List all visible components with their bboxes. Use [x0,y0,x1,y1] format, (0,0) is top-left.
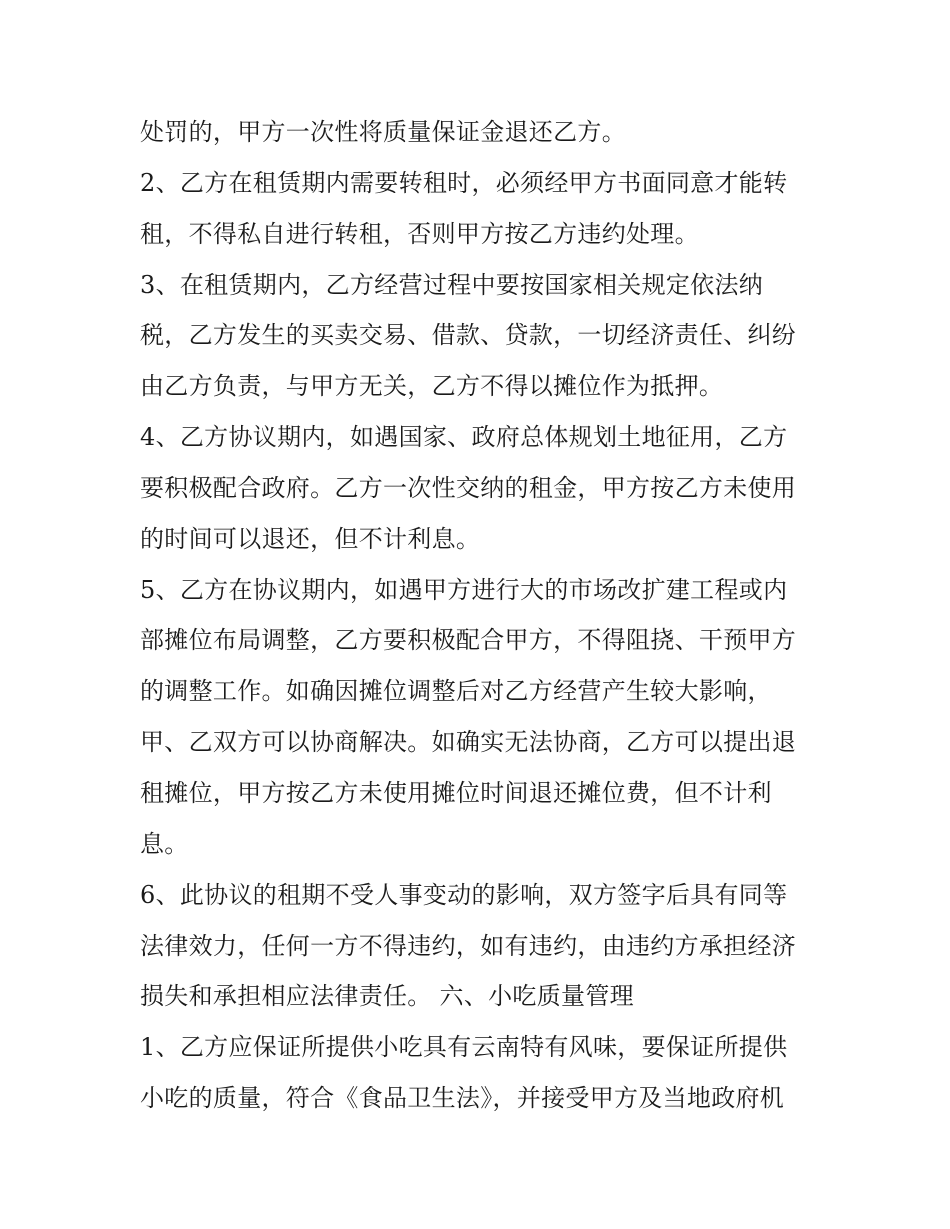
text-line: 3、在租赁期内，乙方经营过程中要按国家相关规定依法纳 [140,270,764,299]
text-line: 由乙方负责，与甲方无关，乙方不得以摊位作为抵押。 [140,372,724,401]
text-line: 税，乙方发生的买卖交易、借款、贷款，一切经济责任、纠纷 [140,321,797,350]
text-line: 损失和承担相应法律责任。 六、小吃质量管理 [140,982,634,1011]
text-line: 要积极配合政府。乙方一次性交纳的租金，甲方按乙方未使用 [140,473,797,502]
text-line: 的调整工作。如确因摊位调整后对乙方经营产生较大影响， [140,677,772,706]
text-line: 部摊位布局调整，乙方要积极配合甲方，不得阻挠、干预甲方 [140,626,797,655]
text-line: 4、乙方协议期内，如遇国家、政府总体规划土地征用，乙方 [140,423,788,452]
text-line: 甲、乙双方可以协商解决。如确实无法协商，乙方可以提出退 [140,728,797,757]
text-line: 租，不得私自进行转租，否则甲方按乙方违约处理。 [140,219,699,248]
text-line: 5、乙方在协议期内，如遇甲方进行大的市场改扩建工程或内 [140,575,788,604]
text-line: 1、乙方应保证所提供小吃具有云南特有风味，要保证所提供 [140,1033,788,1062]
text-line: 的时间可以退还，但不计利息。 [140,524,481,553]
text-line: 处罚的，甲方一次性将质量保证金退还乙方。 [140,118,626,146]
text-line: 6、此协议的租期不受人事变动的影响，双方签字后具有同等 [140,880,788,909]
text-line: 息。 [140,829,189,858]
text-line: 小吃的质量，符合《食品卫生法》，并接受甲方及当地政府机 [140,1084,785,1113]
text-line: 2、乙方在租赁期内需要转租时，必须经甲方书面同意才能转 [140,168,788,197]
text-line: 租摊位，甲方按乙方未使用摊位时间退还摊位费，但不计利 [140,778,772,807]
body-text [140,107,830,1124]
text-line: 法律效力，任何一方不得违约，如有违约，由违约方承担经济 [140,931,797,960]
